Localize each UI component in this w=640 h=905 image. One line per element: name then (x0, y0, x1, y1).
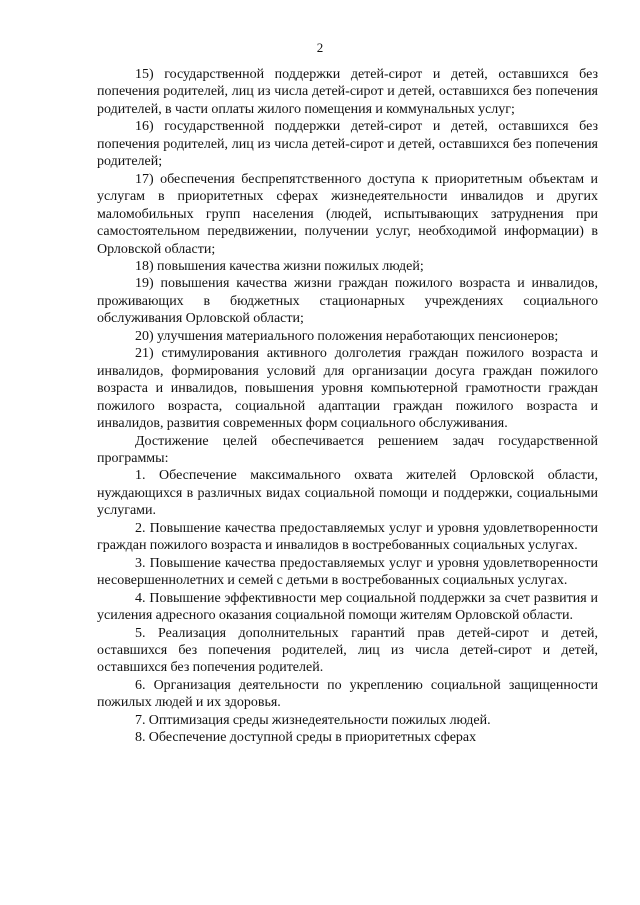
paragraph-item-17: 17) обеспечения беспрепятственного доступа к приоритетным объектам и услугам в приоритетных сферах жизнедеятельности инвалидов и других маломобильных групп населения (людей, испытывающих затруднения при самостоятельном передвижении, получении услуг, необходимой информации) в Орловской области; (97, 171, 598, 257)
paragraph-item-18: 18) повышения качества жизни пожилых людей; (135, 258, 424, 274)
paragraph-item-15: 15) государственной поддержки детей-сирот и детей, оставшихся без попечения родителей, лиц из числа детей-сирот и детей, оставшихся без попечения родителей, в части оплаты жилого помещения и коммунальных услуг; (97, 67, 598, 117)
paragraph-item-16: 16) государственной поддержки детей-сирот и детей, оставшихся без попечения родителей, лиц из числа детей-сирот и детей, оставшихся без попечения родителей; (97, 119, 598, 170)
paragraph-task-7: 7. Оптимизация среды жизнедеятельности пожилых людей. (135, 712, 491, 728)
page-number: 2 (316, 40, 324, 55)
paragraph-task-8: 8. Обеспечение доступной среды в приоритетных сферах (135, 730, 477, 746)
paragraph-task-4: 4. Повышение эффективности мер социальной поддержки за счет развития и усиления адресного оказания социальной помощи жителям Орловской области. (97, 590, 598, 624)
paragraph-task-2: 2. Повышение качества предоставляемых услуг и уровня удовлетворенности граждан пожилого возраста и инвалидов в востребованных социальных услугах. (97, 520, 598, 554)
paragraph-task-3: 3. Повышение качества предоставляемых услуг и уровня удовлетворенности несовершеннолетних и семей с детьми в востребованных социальных услугах. (97, 555, 598, 589)
paragraph-item-20: 20) улучшения материального положения неработающих пенсионеров; (135, 328, 559, 344)
paragraph-task-6: 6. Организация деятельности по укреплению социальной защищенности пожилых людей и их здоровья. (97, 677, 598, 711)
paragraph-item-19: 19) повышения качества жизни граждан пожилого возраста и инвалидов, проживающих в бюджетных стационарных учреждениях социального обслуживания Орловской области; (97, 276, 598, 327)
paragraph-task-1: 1. Обеспечение максимального охвата жителей Орловской области, нуждающихся в различных видах социальной помощи и поддержки, социальными услугами. (97, 468, 598, 519)
paragraph-item-21: 21) стимулирования активного долголетия граждан пожилого возраста и инвалидов, формирования условий для организации досуга граждан пожилого возраста и инвалидов, повышения уровня компьютерной грамотности граждан пожилого возраста, социальной адаптации граждан пожилого возраста и инвалидов, развития современных форм социального обслуживания. (97, 346, 598, 432)
paragraph-task-5: 5. Реализация дополнительных гарантий прав детей-сирот и детей, оставшихся без попечения родителей, лиц из числа детей-сирот и детей, оставшихся без попечения родителей. (97, 625, 598, 676)
paragraph-goals-intro: Достижение целей обеспечивается решением задач государственной программы: (97, 433, 598, 466)
document-body (97, 66, 598, 747)
